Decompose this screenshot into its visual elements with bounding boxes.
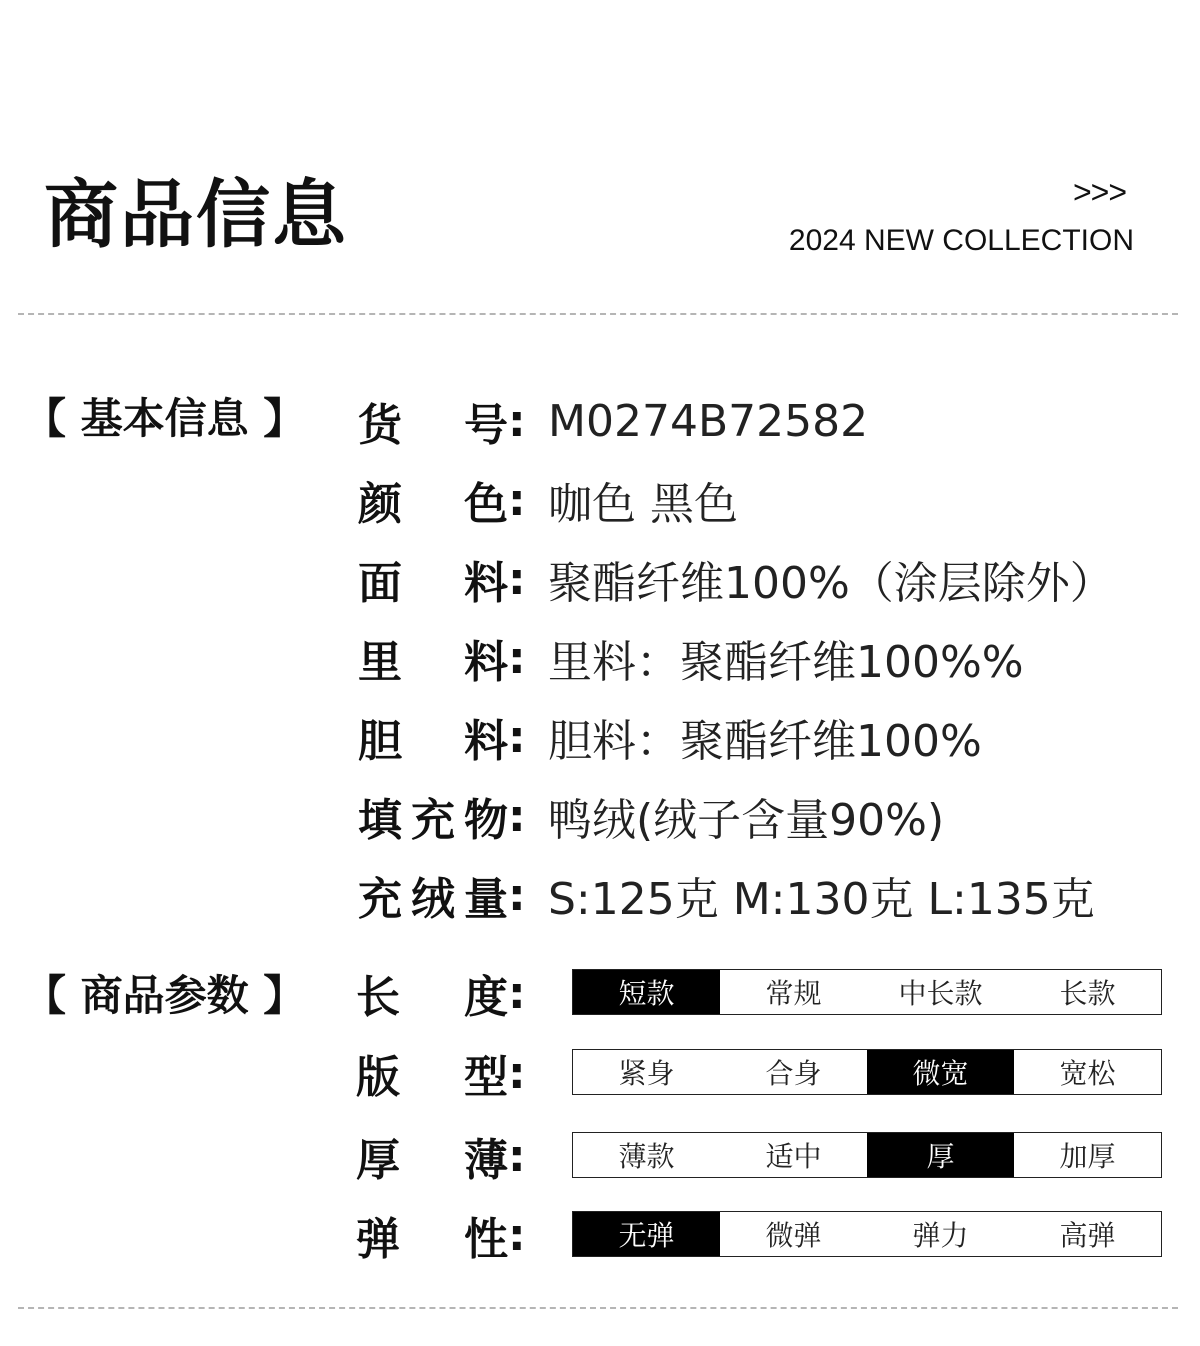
info-key-char: 号 <box>464 400 508 451</box>
info-key <box>358 784 508 848</box>
param-key-char: 型 <box>464 1052 508 1103</box>
option: 宽松 <box>1014 1050 1161 1094</box>
option: 常规 <box>720 970 867 1014</box>
info-key-char: 胆 <box>358 716 402 767</box>
top-divider <box>18 313 1178 315</box>
option: 中长款 <box>867 970 1014 1014</box>
info-key-char: 料 <box>464 558 508 609</box>
param-key-char: 长 <box>356 972 400 1023</box>
info-key-char: 量 <box>464 874 508 925</box>
param-key-char: 度 <box>464 972 508 1023</box>
info-value: 鸭绒(绒子含量90%) <box>548 795 945 846</box>
info-key <box>358 389 508 453</box>
info-key-char: 料 <box>464 716 508 767</box>
option: 微弹 <box>720 1212 867 1256</box>
info-row <box>358 788 944 844</box>
param-key <box>356 1041 508 1105</box>
info-row <box>358 709 982 765</box>
param-colon: : <box>508 1130 526 1182</box>
info-key-char: 里 <box>358 637 402 688</box>
param-colon: : <box>508 967 526 1019</box>
info-key-char: 颜 <box>358 479 402 530</box>
info-colon: : <box>508 790 526 842</box>
param-row <box>356 1209 548 1265</box>
info-value: 咖色 黑色 <box>548 479 738 530</box>
param-key-char: 厚 <box>356 1135 400 1186</box>
info-row <box>358 551 1114 607</box>
info-key <box>358 705 508 769</box>
bottom-divider <box>18 1307 1178 1309</box>
info-key <box>358 863 508 927</box>
info-row <box>358 393 868 449</box>
info-colon: : <box>508 711 526 763</box>
option: 适中 <box>720 1133 867 1177</box>
info-key <box>358 547 508 611</box>
params-label: 【 商品参数 】 <box>24 971 306 1020</box>
arrows-icon: >>> <box>1072 174 1126 210</box>
info-key-char: 充 <box>411 795 455 846</box>
info-value: M0274B72582 <box>548 395 869 447</box>
option-scale <box>572 1211 1162 1257</box>
info-colon: : <box>508 553 526 605</box>
page-title: 商品信息 <box>44 172 348 258</box>
option: 弹力 <box>867 1212 1014 1256</box>
info-key-char: 货 <box>358 400 402 451</box>
info-value: 里料：聚酯纤维100%% <box>548 637 1024 688</box>
param-key <box>356 1124 508 1188</box>
option: 薄款 <box>573 1133 720 1177</box>
option-selected: 短款 <box>573 970 720 1014</box>
param-key-char: 版 <box>356 1052 400 1103</box>
basic-info-label: 【 基本信息 】 <box>24 394 306 443</box>
info-row <box>358 472 738 528</box>
info-key-char: 物 <box>464 795 508 846</box>
info-key-char: 面 <box>358 558 402 609</box>
info-colon: : <box>508 395 526 447</box>
info-row <box>358 630 1024 686</box>
info-key-char: 绒 <box>411 874 455 925</box>
collection-subtitle: 2024 NEW COLLECTION <box>788 224 1134 257</box>
option: 合身 <box>720 1050 867 1094</box>
param-row <box>356 1130 548 1186</box>
info-key-char: 料 <box>464 637 508 688</box>
info-row <box>358 867 1095 923</box>
info-key-char: 充 <box>358 874 402 925</box>
option-selected: 微宽 <box>867 1050 1014 1094</box>
param-key <box>356 961 508 1025</box>
option-selected: 厚 <box>867 1133 1014 1177</box>
param-key-char: 弹 <box>356 1214 400 1265</box>
option-scale <box>572 969 1162 1015</box>
param-key-char: 性 <box>464 1214 508 1265</box>
info-value: 胆料：聚酯纤维100% <box>548 716 982 767</box>
option: 紧身 <box>573 1050 720 1094</box>
info-colon: : <box>508 474 526 526</box>
info-value: S:125克 M:130克 L:135克 <box>548 874 1095 925</box>
param-row <box>356 967 548 1023</box>
option-scale <box>572 1049 1162 1095</box>
info-key <box>358 626 508 690</box>
option: 加厚 <box>1014 1133 1161 1177</box>
param-colon: : <box>508 1209 526 1261</box>
info-colon: : <box>508 869 526 921</box>
param-key <box>356 1203 508 1267</box>
option-scale <box>572 1132 1162 1178</box>
info-key <box>358 468 508 532</box>
info-key-char: 填 <box>358 795 402 846</box>
param-key-char: 薄 <box>464 1135 508 1186</box>
option-selected: 无弹 <box>573 1212 720 1256</box>
param-row <box>356 1047 548 1103</box>
info-key-char: 色 <box>464 479 508 530</box>
option: 长款 <box>1014 970 1161 1014</box>
param-colon: : <box>508 1047 526 1099</box>
info-colon: : <box>508 632 526 684</box>
option: 高弹 <box>1014 1212 1161 1256</box>
info-value: 聚酯纤维100%（涂层除外） <box>548 558 1114 609</box>
